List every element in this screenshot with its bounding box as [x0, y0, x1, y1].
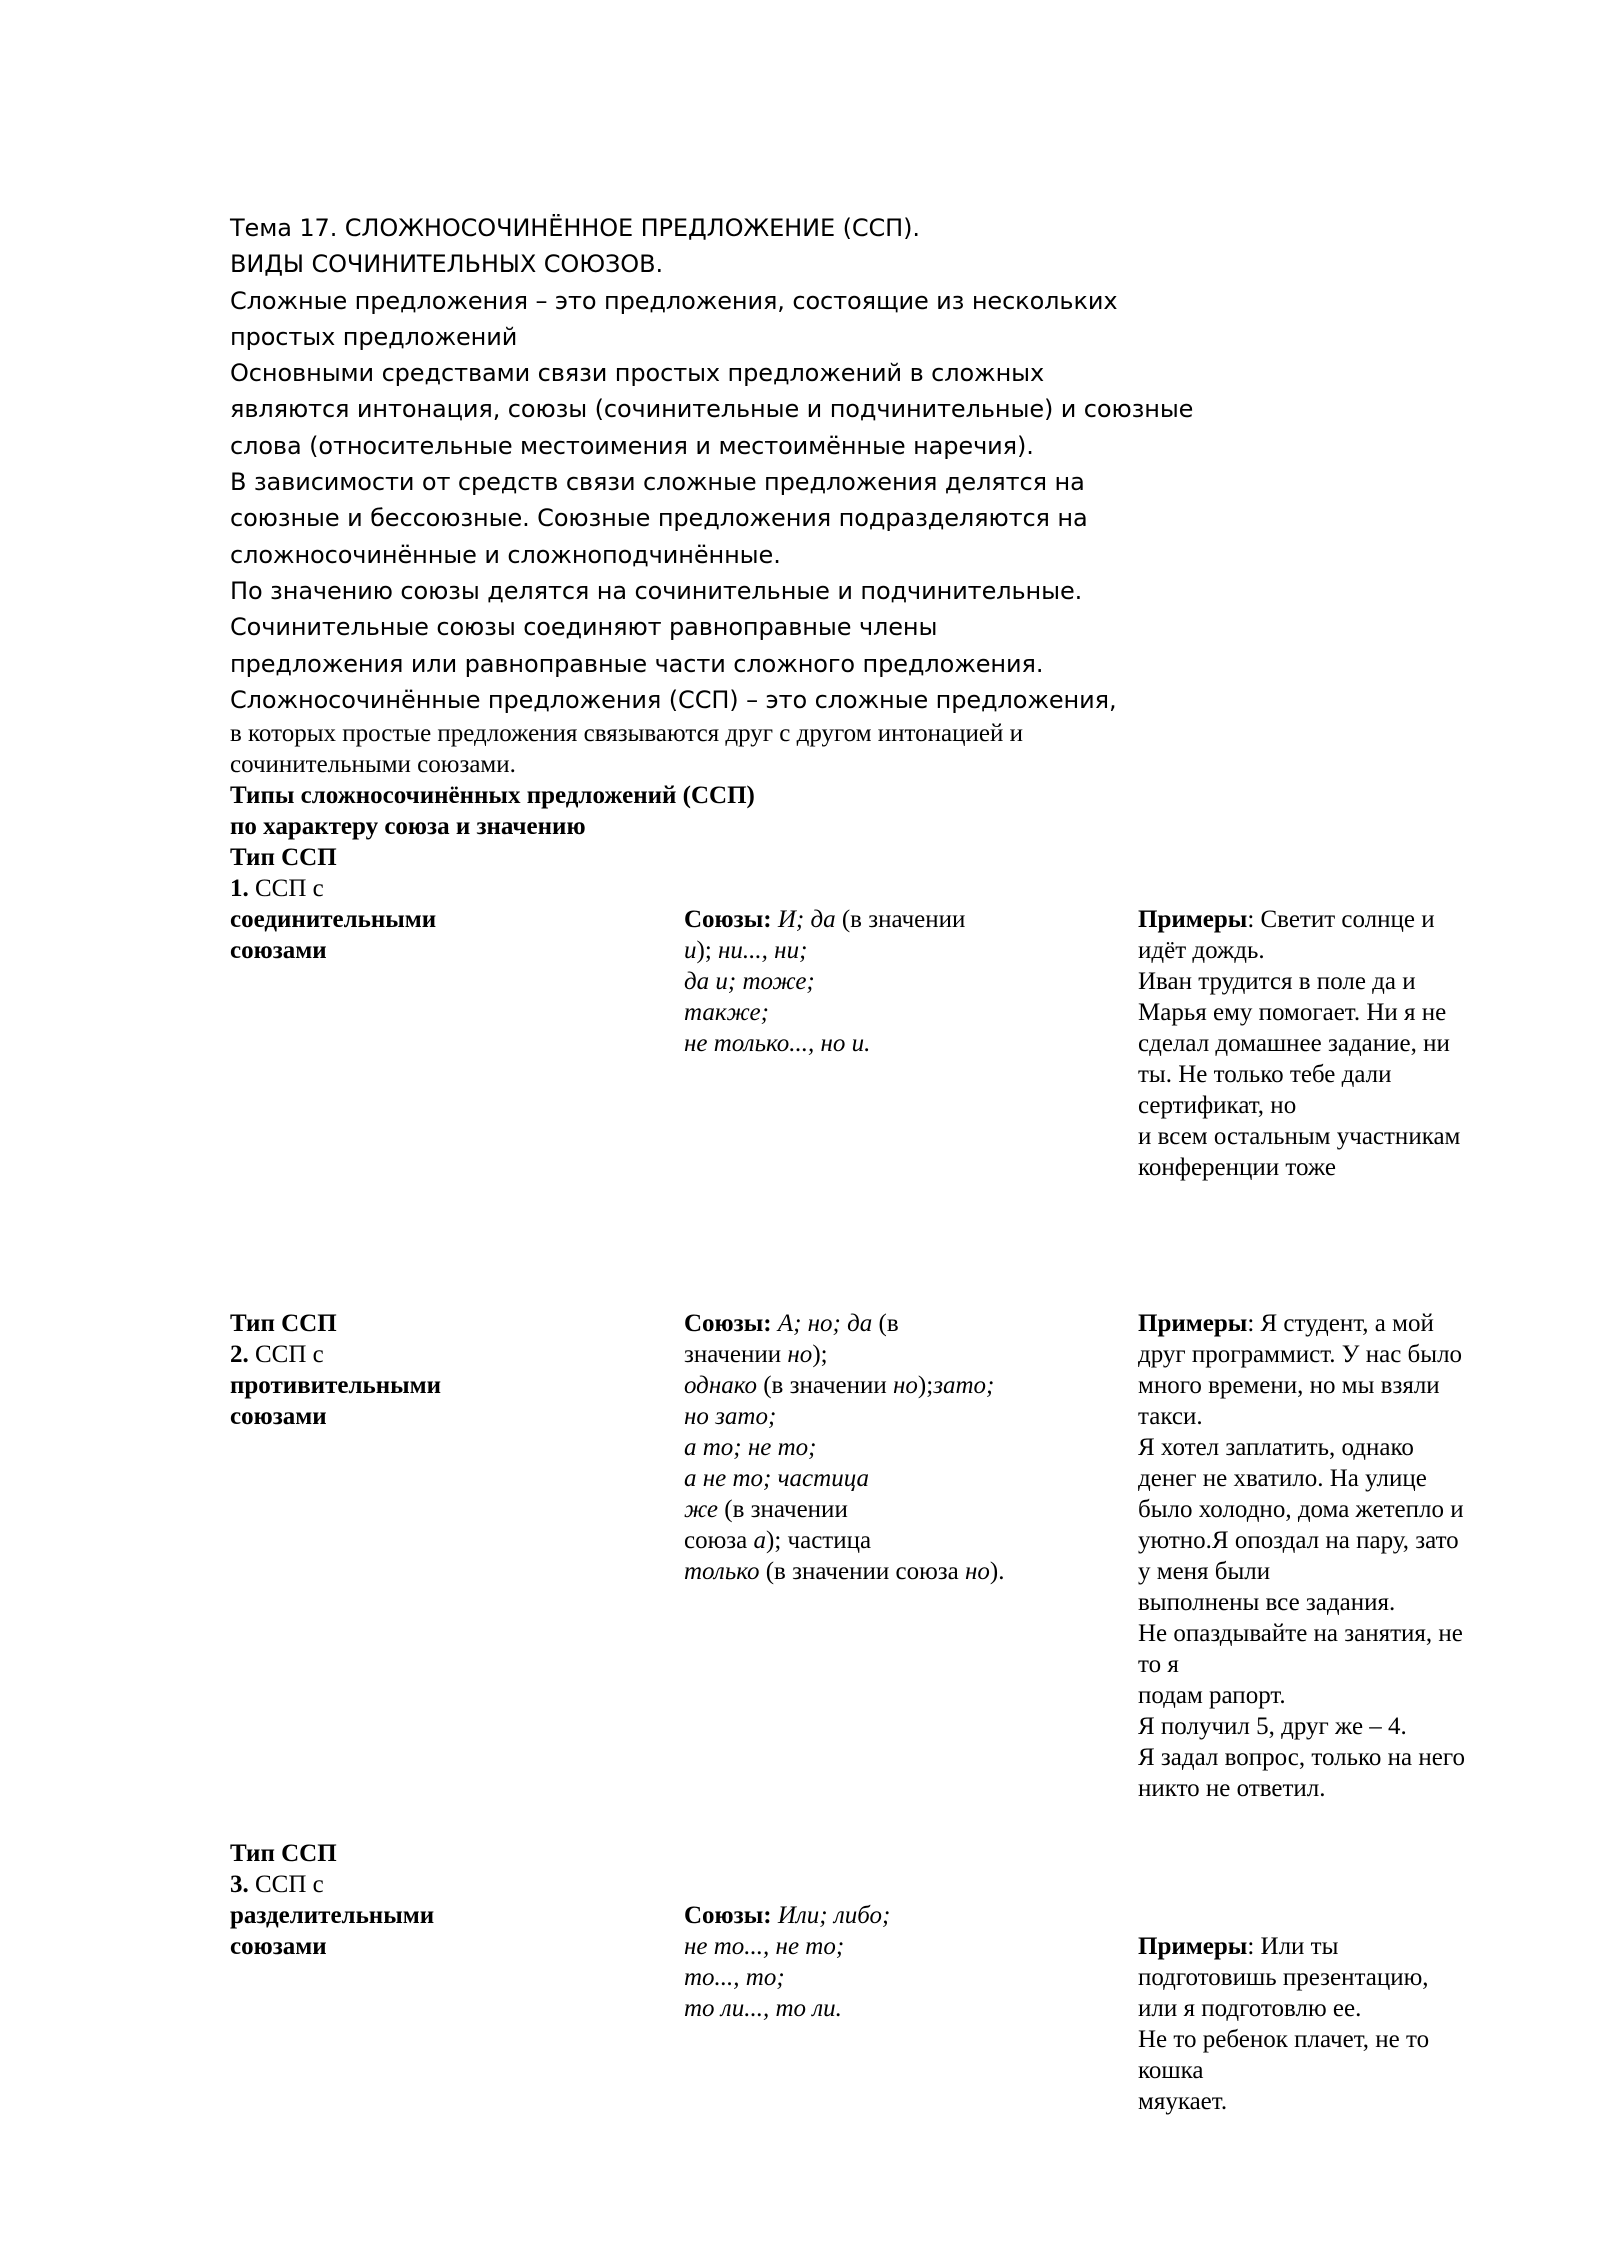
- example-text: или я подготовлю ее.: [1138, 1995, 1362, 2022]
- union-item: не только..., но и.: [684, 1030, 871, 1057]
- type-line: [230, 873, 620, 904]
- example-text: Я получил 5, друг же – 4.: [1138, 1713, 1407, 1740]
- union-item: однако: [684, 1372, 757, 1399]
- example-text: подготовишь презентацию,: [1138, 1964, 1429, 1991]
- example-text: : Светит солнце и: [1247, 906, 1435, 933]
- type-text: ССП с: [248, 1341, 324, 1368]
- union-note: (в: [872, 1310, 899, 1337]
- unions-line: [684, 1525, 1074, 1556]
- types-heading-line: по характеру союза и значению: [230, 813, 586, 840]
- unions-line: [684, 1556, 1074, 1587]
- example-text: уютно.Я опоздал на пару, зато: [1138, 1527, 1459, 1554]
- unions-label: Союзы:: [684, 906, 772, 933]
- intro-line: сочинительными союзами.: [230, 751, 516, 778]
- intro-line: слова (относительные местоимения и местоимённые наречия).: [230, 431, 1034, 460]
- intro-line: По значению союзы делятся на сочинительные и подчинительные.: [230, 576, 1083, 605]
- union-item: то ли..., то ли.: [684, 1995, 842, 2022]
- example-text: Не то ребенок плачет, не то: [1138, 2026, 1430, 2053]
- examples-column-3: [1138, 1931, 1508, 2117]
- unions-line: [684, 904, 1074, 935]
- type-text: ССП с: [248, 875, 324, 902]
- union-note: (в значении союза: [759, 1558, 965, 1585]
- example-text: ты. Не только тебе дали: [1138, 1061, 1392, 1088]
- unions-column-2: [684, 1308, 1074, 1587]
- examples-column-1: [1138, 904, 1508, 1183]
- union-note: значении: [684, 1341, 788, 1368]
- example-text: Иван трудится в поле да и: [1138, 968, 1416, 995]
- intro-line: предложения или равноправные части сложного предложения.: [230, 649, 1044, 678]
- intro-line: Сложносочинённые предложения (ССП) – это сложные предложения,: [230, 685, 1117, 714]
- example-text: : Или ты: [1247, 1933, 1339, 1960]
- union-note: (в значении: [756, 1372, 894, 1399]
- union-item: а то; не то;: [684, 1434, 817, 1461]
- examples-label: Примеры: [1138, 906, 1248, 933]
- unions-line: [684, 935, 1074, 966]
- example-text: друг программист. У нас было: [1138, 1341, 1463, 1368]
- union-note: );: [696, 937, 719, 964]
- union-item: но: [964, 1558, 990, 1585]
- union-note: союза: [684, 1527, 754, 1554]
- union-item: И; да: [771, 906, 836, 933]
- type-column-3: [230, 1838, 620, 1962]
- intro-line: являются интонация, союзы (сочинительные и подчинительные) и союзные: [230, 395, 1194, 424]
- type-text: ССП с: [248, 1871, 324, 1898]
- type-kind: разделительными: [230, 1902, 435, 1929]
- example-text: сертификат, но: [1138, 1092, 1297, 1119]
- intro-line: простых предложений: [230, 322, 518, 351]
- union-item: Или; либо;: [771, 1902, 891, 1929]
- union-item: но: [893, 1372, 918, 1399]
- type-kind: соединительными: [230, 906, 437, 933]
- union-note: ).: [989, 1558, 1005, 1585]
- unions-label: Союзы:: [684, 1902, 772, 1929]
- union-item: а не то; частица: [684, 1465, 870, 1492]
- example-text: Марья ему помогает. Ни я не: [1138, 999, 1447, 1026]
- type-kind: союзами: [230, 1933, 327, 1960]
- intro-line: в которых простые предложения связываются друг с другом интонацией и: [230, 720, 1023, 747]
- union-item: А; но; да: [771, 1310, 873, 1337]
- type-number: 2.: [230, 1341, 249, 1368]
- example-text: Я хотел заплатить, однако: [1138, 1434, 1414, 1461]
- intro-line: Сочинительные союзы соединяют равноправные члены: [230, 613, 938, 642]
- unions-column-3: [684, 1900, 1074, 2024]
- topic-subtitle: ВИДЫ СОЧИНИТЕЛЬНЫХ СОЮЗОВ.: [230, 250, 663, 279]
- example-text: Я задал вопрос, только на него: [1138, 1744, 1465, 1771]
- example-text: у меня были: [1138, 1558, 1271, 1585]
- example-text: идёт дождь.: [1138, 937, 1265, 964]
- intro-line: союзные и бессоюзные. Союзные предложения подразделяются на: [230, 504, 1088, 533]
- union-item: но зато;: [684, 1403, 777, 1430]
- type-kind: противительными: [230, 1372, 442, 1399]
- type-label: Тип ССП: [230, 1310, 337, 1337]
- example-text: сделал домашнее задание, ни: [1138, 1030, 1450, 1057]
- type-number: 1.: [230, 875, 249, 902]
- example-text: подам рапорт.: [1138, 1682, 1286, 1709]
- union-item: и: [684, 937, 697, 964]
- intro-line: Сложные предложения – это предложения, состоящие из нескольких: [230, 286, 1118, 315]
- union-item: ни..., ни;: [718, 937, 808, 964]
- union-item: зато;: [933, 1372, 995, 1399]
- examples-line: [1138, 904, 1508, 935]
- example-text: денег не хватило. На улице: [1138, 1465, 1427, 1492]
- union-note: (в значении: [835, 906, 966, 933]
- union-item: также;: [684, 999, 769, 1026]
- unions-line: [684, 1494, 1074, 1525]
- unions-line: [684, 1900, 1074, 1931]
- unions-line: [684, 1308, 1074, 1339]
- example-text: кошка: [1138, 2057, 1204, 2084]
- intro-line: Основными средствами связи простых предложений в сложных: [230, 359, 1045, 388]
- examples-line: [1138, 1308, 1508, 1339]
- type-column-1: [230, 842, 620, 966]
- type-column-2: [230, 1308, 620, 1432]
- example-text: такси.: [1138, 1403, 1203, 1430]
- union-item: не то..., не то;: [684, 1933, 845, 1960]
- type-line: [230, 1869, 620, 1900]
- type-line: [230, 1339, 620, 1370]
- unions-label: Союзы:: [684, 1310, 772, 1337]
- example-text: выполнены все задания.: [1138, 1589, 1396, 1616]
- union-item: да и; тоже;: [684, 968, 815, 995]
- unions-line: [684, 1370, 1074, 1401]
- union-item: но: [787, 1341, 813, 1368]
- example-text: много времени, но мы взяли: [1138, 1372, 1440, 1399]
- example-text: мяукает.: [1138, 2088, 1228, 2115]
- unions-line: [684, 1339, 1074, 1370]
- types-heading-line: Типы сложносочинённых предложений (ССП): [230, 782, 755, 809]
- examples-column-2: [1138, 1308, 1508, 1804]
- type-kind: союзами: [230, 937, 327, 964]
- example-text: конференции тоже: [1138, 1154, 1336, 1181]
- type-label: Тип ССП: [230, 844, 337, 871]
- union-note: );: [812, 1341, 828, 1368]
- example-text: : Я студент, а мой: [1247, 1310, 1434, 1337]
- union-note: ); частица: [766, 1527, 872, 1554]
- union-item: то..., то;: [684, 1964, 785, 1991]
- example-text: никто не ответил.: [1138, 1775, 1326, 1802]
- intro-continuation: [230, 718, 1230, 780]
- example-text: Не опаздывайте на занятия, не: [1138, 1620, 1463, 1647]
- union-item: а: [753, 1527, 766, 1554]
- type-label: Тип ССП: [230, 1840, 337, 1867]
- examples-line: [1138, 1931, 1508, 1962]
- examples-label: Примеры: [1138, 1310, 1248, 1337]
- unions-column-1: [684, 904, 1074, 1059]
- intro-text: [230, 210, 1230, 718]
- intro-line: В зависимости от средств связи сложные предложения делятся на: [230, 468, 1085, 497]
- type-kind: союзами: [230, 1403, 327, 1430]
- union-item: только: [684, 1558, 760, 1585]
- type-number: 3.: [230, 1871, 249, 1898]
- example-text: и всем остальным участникам: [1138, 1123, 1461, 1150]
- topic-title: Тема 17. СЛОЖНОСОЧИНЁННОЕ ПРЕДЛОЖЕНИЕ (ССП).: [230, 214, 920, 242]
- example-text: то я: [1138, 1651, 1179, 1678]
- types-heading: [230, 780, 1030, 842]
- union-item: же: [684, 1496, 719, 1523]
- example-text: было холодно, дома жетепло и: [1138, 1496, 1464, 1523]
- union-note: );: [917, 1372, 934, 1399]
- intro-line: сложносочинённые и сложноподчинённые.: [230, 540, 781, 569]
- union-note: (в значении: [718, 1496, 848, 1523]
- examples-label: Примеры: [1138, 1933, 1248, 1960]
